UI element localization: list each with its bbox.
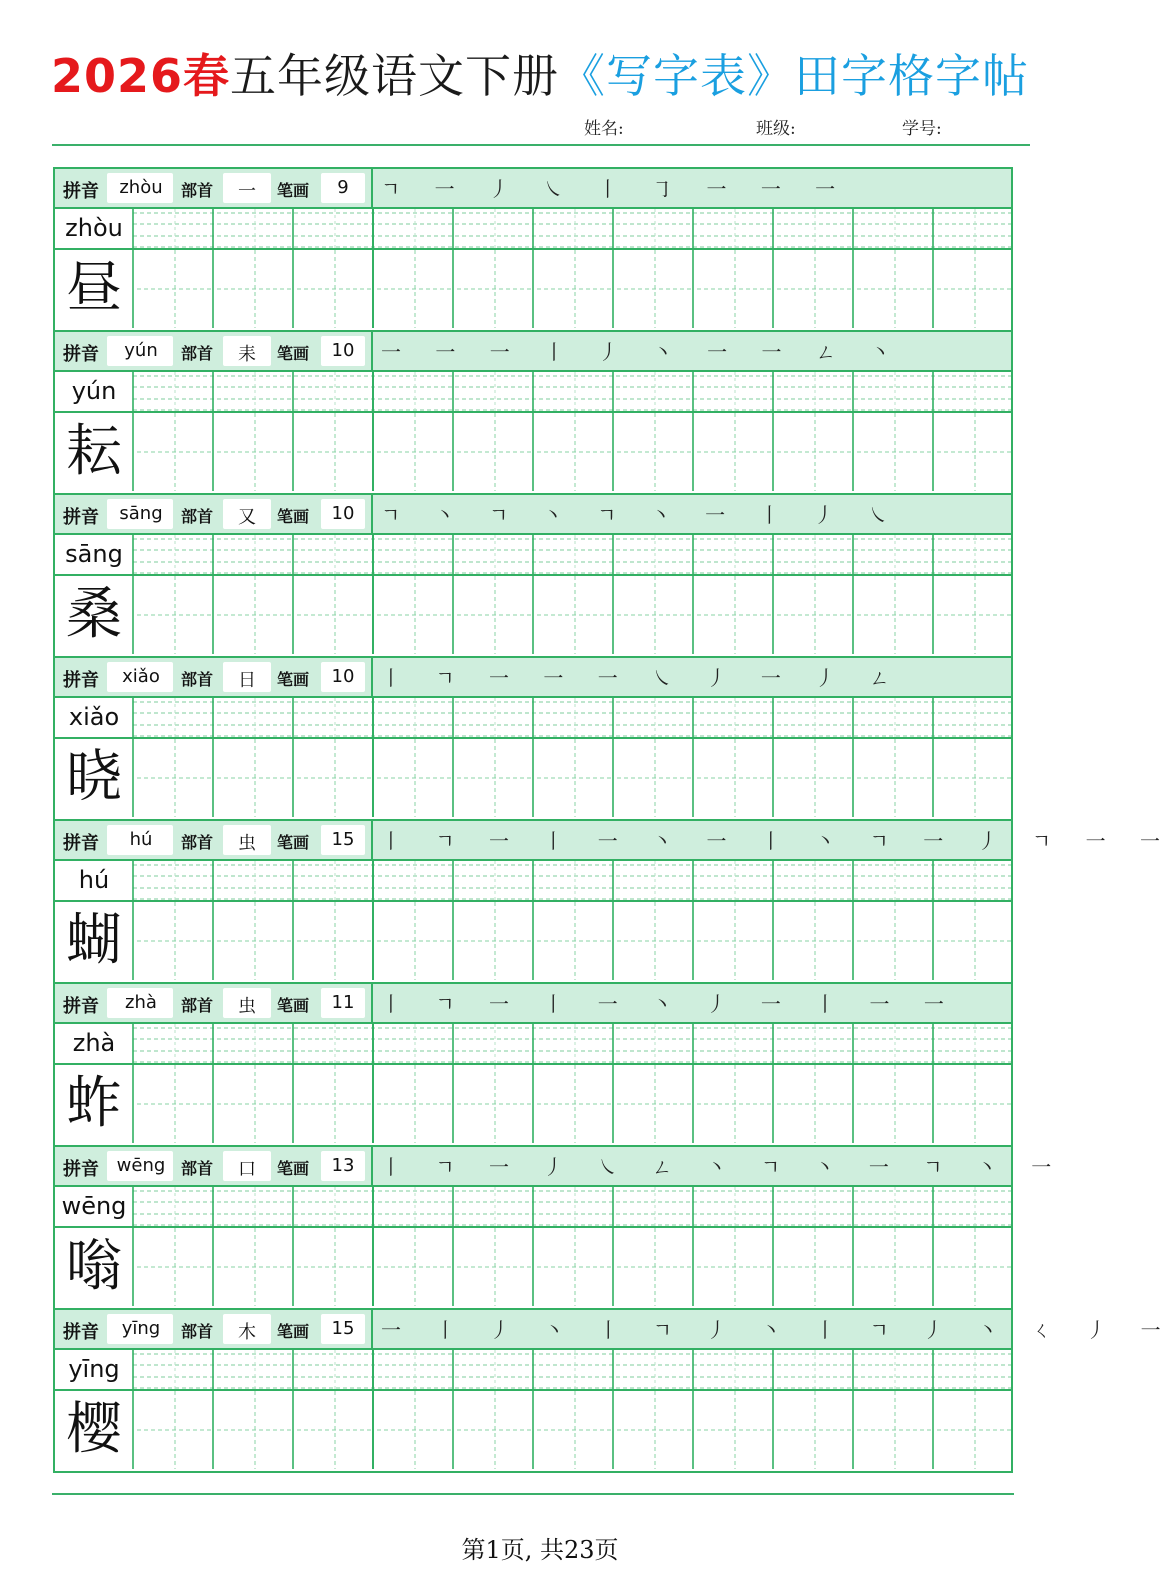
pinyin-model: wēng — [61, 1192, 127, 1220]
writing-grid[interactable] — [55, 1350, 1011, 1469]
pinyin-model: sāng — [65, 540, 123, 568]
grid-lines — [55, 1350, 1011, 1469]
stroke-order-sequence: 一 一 一 丨 丿 丶 一 一 ㄥ 丶 — [381, 340, 905, 364]
character-meta — [55, 821, 373, 859]
pinyin-model: hú — [78, 866, 110, 894]
writing-grid[interactable] — [55, 861, 1011, 980]
radical-value: 木 — [238, 1322, 256, 1343]
pinyin-label: 拼音 — [63, 670, 99, 691]
stroke-order-sequence: 丨 ㄱ 一 丿 ㇏ ㄥ 丶 ㄱ 丶 一 ㄱ 丶 一 — [381, 1155, 1066, 1179]
strokes-label: 笔画 — [277, 670, 310, 689]
pinyin-label: 拼音 — [63, 1159, 99, 1180]
strokes-label: 笔画 — [277, 507, 310, 526]
strokes-label: 笔画 — [277, 181, 310, 200]
character-meta — [55, 332, 373, 370]
grid-lines — [55, 1187, 1011, 1306]
character-meta — [55, 495, 373, 533]
title-subject: 五年级语文下册 — [230, 49, 560, 103]
stroke-count-value: 15 — [331, 1318, 355, 1339]
title-year-season: 2026春 — [50, 49, 231, 103]
writing-grid[interactable] — [55, 372, 1011, 491]
character-header — [55, 658, 1011, 698]
character-header — [55, 332, 1011, 372]
writing-grid[interactable] — [55, 1024, 1011, 1143]
radical-value: 虫 — [238, 833, 256, 854]
stroke-count-value: 11 — [331, 992, 355, 1013]
character-meta — [55, 658, 373, 696]
character-meta — [55, 984, 373, 1022]
radical-value: 虫 — [238, 996, 256, 1017]
pinyin-label: 拼音 — [63, 996, 99, 1017]
radical-value: 口 — [238, 1159, 256, 1180]
stroke-count-value: 13 — [331, 1155, 355, 1176]
grid-lines — [55, 698, 1011, 817]
pinyin-value: zhà — [125, 992, 157, 1013]
character-block — [55, 495, 1011, 658]
stroke-order-sequence: 一 丨 丿 丶 丨 ㄱ 丿 丶 丨 ㄱ 丿 丶 ㄑ 丿 一 — [381, 1318, 1175, 1342]
footer-divider — [52, 1493, 1014, 1495]
strokes-label: 笔画 — [277, 1159, 310, 1178]
pinyin-value: wēng — [116, 1155, 166, 1176]
header-divider — [52, 144, 1030, 146]
writing-grid[interactable] — [55, 1187, 1011, 1306]
pinyin-label: 拼音 — [63, 833, 99, 854]
grid-lines — [55, 372, 1011, 491]
model-character: 桑 — [66, 582, 122, 647]
pinyin-label: 拼音 — [63, 181, 99, 202]
radical-label: 部首 — [181, 1322, 214, 1341]
radical-label: 部首 — [181, 833, 214, 852]
model-character: 晓 — [66, 745, 122, 810]
strokes-label: 笔画 — [277, 1322, 310, 1341]
writing-grid[interactable] — [55, 209, 1011, 328]
pinyin-value: hú — [129, 829, 153, 850]
radical-label: 部首 — [181, 181, 214, 200]
strokes-label: 笔画 — [277, 833, 310, 852]
character-block — [55, 1310, 1175, 1471]
title-table-name: 《写字表》 — [559, 49, 795, 103]
stroke-count-value: 10 — [331, 340, 355, 361]
radical-value: 又 — [238, 507, 256, 528]
pinyin-value: zhòu — [119, 177, 163, 198]
pinyin-model: xiǎo — [68, 703, 120, 731]
pinyin-model: zhòu — [65, 214, 123, 242]
stroke-order-sequence: 丨 ㄱ 一 丨 一 丶 一 丨 丶 ㄱ 一 丿 ㄱ 一 一 — [381, 829, 1174, 853]
character-header — [55, 1310, 1175, 1350]
character-header — [55, 495, 1011, 535]
strokes-label: 笔画 — [277, 996, 310, 1015]
character-block — [55, 984, 1011, 1147]
pinyin-model: yīng — [68, 1355, 120, 1383]
character-meta — [55, 1310, 373, 1348]
character-header — [55, 821, 1174, 861]
stroke-order-sequence: ㄱ 一 丿 ㇏ 丨 ㇆ 一 一 一 — [381, 177, 850, 201]
strokes-label: 笔画 — [277, 344, 310, 363]
model-character: 耘 — [66, 419, 122, 484]
page-footer: 第1页, 共23页 — [461, 1536, 619, 1564]
radical-label: 部首 — [181, 996, 214, 1015]
grid-lines — [55, 861, 1011, 980]
stroke-order-sequence: ㄱ 丶 ㄱ 丶 ㄱ 丶 一 丨 丿 ㇏ — [381, 503, 903, 527]
stroke-order-sequence: 丨 ㄱ 一 一 一 ㇏ 丿 一 丿 ㄥ — [381, 666, 904, 690]
grid-lines — [55, 1024, 1011, 1143]
name-label: 姓名: — [584, 119, 624, 139]
radical-label: 部首 — [181, 344, 214, 363]
stroke-count-value: 9 — [337, 177, 349, 198]
model-character: 樱 — [66, 1397, 122, 1462]
character-header — [55, 169, 1011, 209]
radical-value: 耒 — [238, 344, 256, 365]
student-info-row — [0, 114, 1080, 138]
pinyin-value: yún — [124, 340, 158, 361]
character-meta — [55, 1147, 373, 1185]
radical-value: 日 — [238, 670, 256, 691]
pinyin-label: 拼音 — [63, 344, 99, 365]
radical-label: 部首 — [181, 507, 214, 526]
pinyin-model: yún — [71, 377, 117, 405]
pinyin-value: xiǎo — [122, 666, 160, 687]
practice-sheet — [53, 167, 1175, 1473]
character-block — [55, 169, 1011, 332]
pinyin-model: zhà — [72, 1029, 116, 1057]
class-label: 班级: — [756, 119, 796, 139]
grid-lines — [55, 535, 1011, 654]
character-header — [55, 984, 1011, 1024]
model-character: 蚱 — [66, 1071, 122, 1136]
stroke-count-value: 10 — [331, 666, 355, 687]
character-block — [55, 821, 1174, 984]
writing-grid[interactable] — [55, 698, 1011, 817]
character-header — [55, 1147, 1066, 1187]
pinyin-value: yīng — [121, 1318, 161, 1339]
page-title — [0, 40, 1080, 106]
character-block — [55, 1147, 1066, 1310]
radical-label: 部首 — [181, 670, 214, 689]
character-block — [55, 658, 1011, 821]
radical-label: 部首 — [181, 1159, 214, 1178]
character-meta — [55, 169, 373, 207]
pinyin-label: 拼音 — [63, 507, 99, 528]
model-character: 嗡 — [66, 1234, 122, 1299]
pinyin-label: 拼音 — [63, 1322, 99, 1343]
grid-lines — [55, 209, 1011, 328]
radical-value: 一 — [238, 181, 256, 202]
stroke-count-value: 10 — [331, 503, 355, 524]
title-format: 田字格字帖 — [794, 49, 1030, 103]
stroke-count-value: 15 — [331, 829, 355, 850]
model-character: 昼 — [66, 256, 122, 321]
stroke-order-sequence: 丨 ㄱ 一 丨 一 丶 丿 一 丨 一 一 — [381, 992, 958, 1016]
character-block — [55, 332, 1011, 495]
model-character: 蝴 — [66, 908, 122, 973]
pinyin-value: sāng — [119, 503, 163, 524]
student-number-label: 学号: — [902, 119, 942, 139]
writing-grid[interactable] — [55, 535, 1011, 654]
